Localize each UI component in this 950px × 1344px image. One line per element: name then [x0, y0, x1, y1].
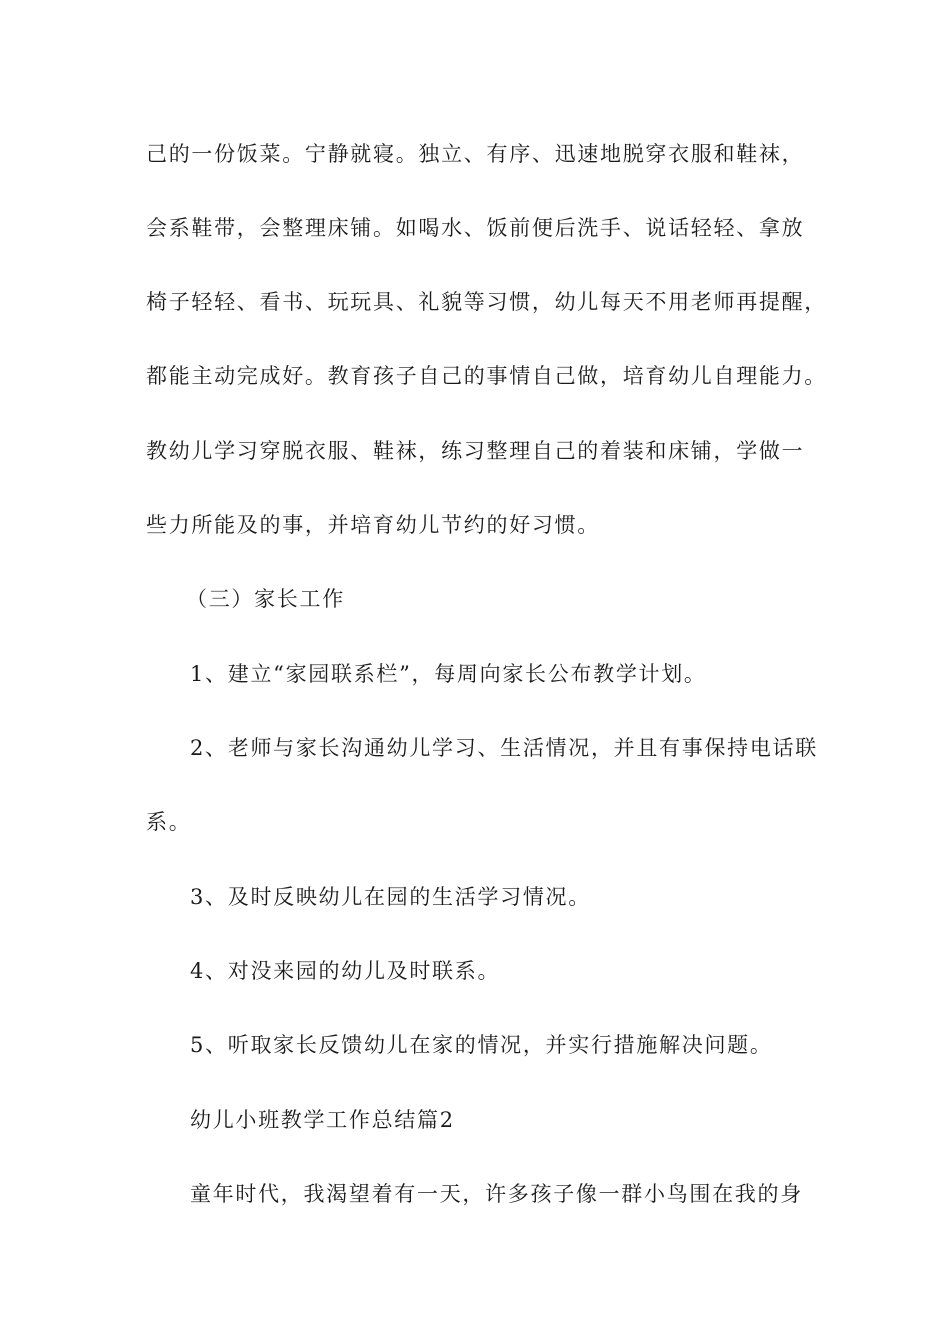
- paragraph-line: 椅子轻轻、看书、玩玩具、礼貌等习惯，幼儿每天不用老师再提醒，: [146, 290, 827, 314]
- list-item-continuation: 系。: [146, 810, 192, 834]
- list-item: 4、对没来园的幼儿及时联系。: [190, 959, 501, 983]
- paragraph-line: 些力所能及的事，并培育幼儿节约的好习惯。: [146, 513, 600, 537]
- list-item: 3、及时反映幼儿在园的生活学习情况。: [190, 885, 591, 909]
- list-item: 5、听取家长反馈幼儿在家的情况，并实行措施解决问题。: [190, 1033, 773, 1057]
- section-heading: （三）家长工作: [186, 587, 345, 611]
- paragraph-line: 童年时代，我渴望着有一天，许多孩子像一群小鸟围在我的身: [190, 1182, 803, 1206]
- paragraph-line: 都能主动完成好。教育孩子自己的事情自己做，培育幼儿自理能力。: [146, 364, 827, 388]
- paragraph-line: 教幼儿学习穿脱衣服、鞋袜，练习整理自己的着装和床铺，学做一: [146, 439, 805, 463]
- list-item: 1、建立“家园联系栏”，每周向家长公布教学计划。: [190, 662, 707, 686]
- paragraph-line: 己的一份饭菜。宁静就寝。独立、有序、迅速地脱穿衣服和鞋袜，: [146, 142, 805, 166]
- list-item: 2、老师与家长沟通幼儿学习、生活情况，并且有事保持电话联: [190, 736, 818, 760]
- paragraph-line: 会系鞋带，会整理床铺。如喝水、饭前便后洗手、说话轻轻、拿放: [146, 216, 805, 240]
- article-title: 幼儿小班教学工作总结篇2: [190, 1108, 455, 1132]
